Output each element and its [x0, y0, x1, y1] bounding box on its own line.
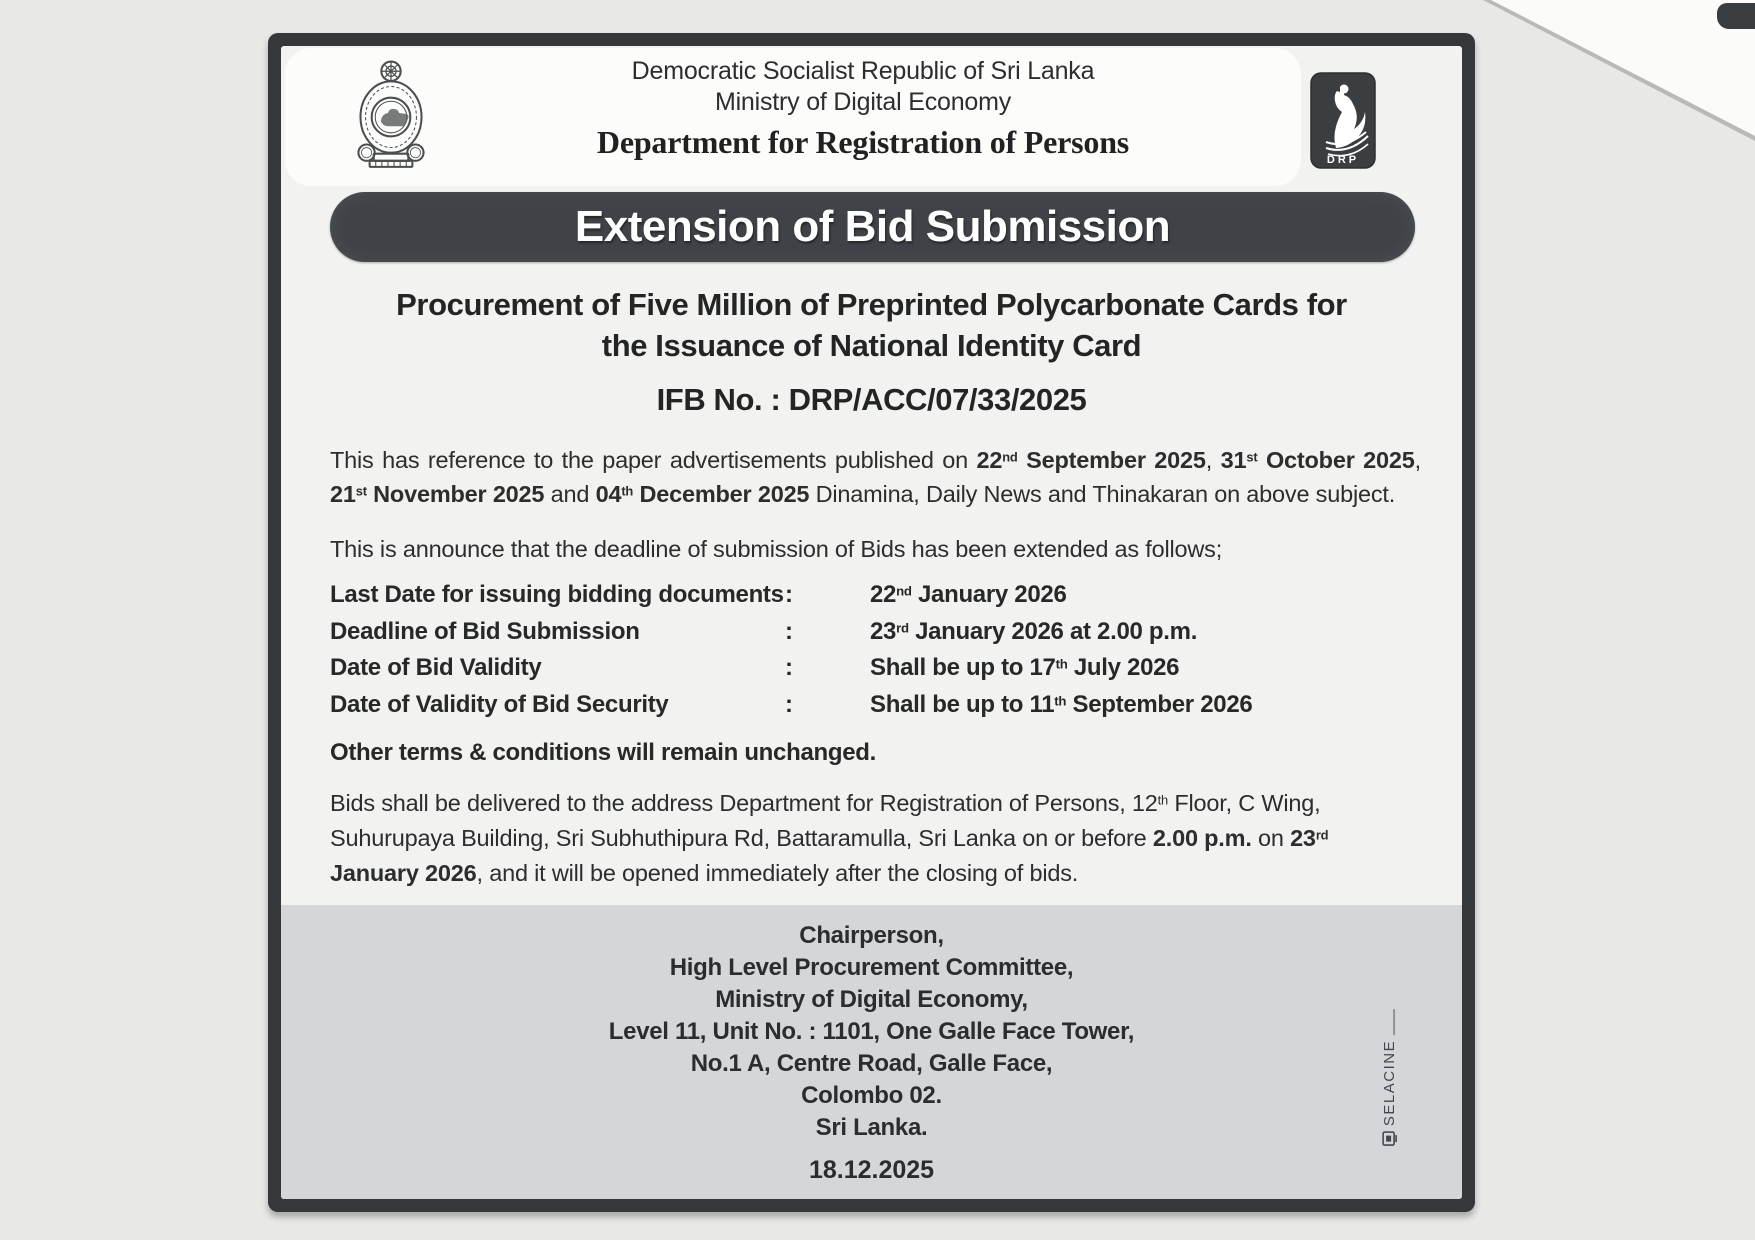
row-value: Shall be up to 11th September 2026: [870, 690, 1253, 718]
address-line: Chairperson,: [799, 922, 944, 949]
table-row: [330, 577, 1421, 614]
country-line: Democratic Socialist Republic of Sri Lanka: [631, 57, 1095, 85]
notice-body: [281, 46, 1462, 1199]
row-colon: :: [785, 617, 793, 645]
row-label: Deadline of Bid Submission: [330, 617, 640, 645]
signature-block: [281, 905, 1462, 1199]
underlying-page-corner: [1717, 3, 1755, 29]
department-title: Department for Registration of Persons: [596, 124, 1130, 160]
table-row: [330, 650, 1421, 687]
address-line: Sri Lanka.: [815, 1114, 928, 1141]
row-colon: :: [785, 690, 793, 718]
announcement-paragraph: This is announce that the deadline of submission of Bids has been extended as follows;: [330, 536, 1223, 562]
ministry-line: Ministry of Digital Economy: [714, 88, 1012, 116]
row-label: Date of Validity of Bid Security: [330, 690, 669, 718]
delivery-paragraph: Bids shall be delivered to the address Department for Registration of Persons, 12th Floor, C Wing, Suhurupaya Building, Sri Subhuthipura Rd, Battaramulla, Sri Lanka on or before 2.00 p.m. on 23rd January 2026, and it will be opened immediately after the closing of bids.: [330, 790, 1329, 886]
notice-date: 18.12.2025: [808, 1156, 935, 1184]
row-value: Shall be up to 17th July 2026: [870, 654, 1180, 682]
address-line: Ministry of Digital Economy,: [715, 986, 1028, 1013]
row-label: Last Date for issuing bidding documents: [330, 581, 784, 609]
row-value: 23rd January 2026 at 2.00 p.m.: [870, 617, 1198, 645]
terms-note: Other terms & conditions will remain unchanged.: [330, 739, 876, 766]
banner-title: Extension of Bid Submission: [574, 202, 1171, 251]
header: [285, 48, 1301, 186]
address-line: Level 11, Unit No. : 1101, One Galle Face Tower,: [608, 1018, 1135, 1045]
page-corner-fold: [1491, 0, 1755, 136]
table-row: [330, 614, 1421, 651]
sri-lanka-emblem-icon: [345, 58, 437, 172]
address-line: Colombo 02.: [801, 1082, 942, 1109]
signature-address: [281, 905, 1462, 1144]
row-colon: :: [785, 581, 793, 609]
address-line: No.1 A, Centre Road, Galle Face,: [690, 1050, 1053, 1077]
title-line1: Procurement of Five Million of Preprinted Polycarbonate Cards for: [396, 287, 1347, 322]
table-row: [330, 687, 1421, 724]
ifb-number: IFB No. : DRP/ACC/07/33/2025: [656, 382, 1087, 417]
row-label: Date of Bid Validity: [330, 654, 542, 682]
title-line2: the Issuance of National Identity Card: [601, 328, 1142, 363]
drp-logo-text: DRP: [1326, 154, 1360, 166]
procurement-title: [301, 284, 1442, 366]
row-colon: :: [785, 654, 793, 682]
notice-frame: [268, 33, 1475, 1212]
notice-banner: [330, 192, 1415, 262]
address-line: High Level Procurement Committee,: [669, 954, 1074, 981]
deadline-table: [330, 577, 1421, 723]
reference-paragraph: This has reference to the paper advertisements published on 22nd September 2025, 31st October 2025, 21st November 2025 and 04th December 2025 Dinamina, Daily News and Thinakaran on above subject.: [330, 447, 1421, 507]
publisher-name: SELACINE: [1381, 1039, 1399, 1126]
row-value: 22nd January 2026: [870, 581, 1067, 609]
drp-swan-logo-icon: [1310, 72, 1376, 169]
